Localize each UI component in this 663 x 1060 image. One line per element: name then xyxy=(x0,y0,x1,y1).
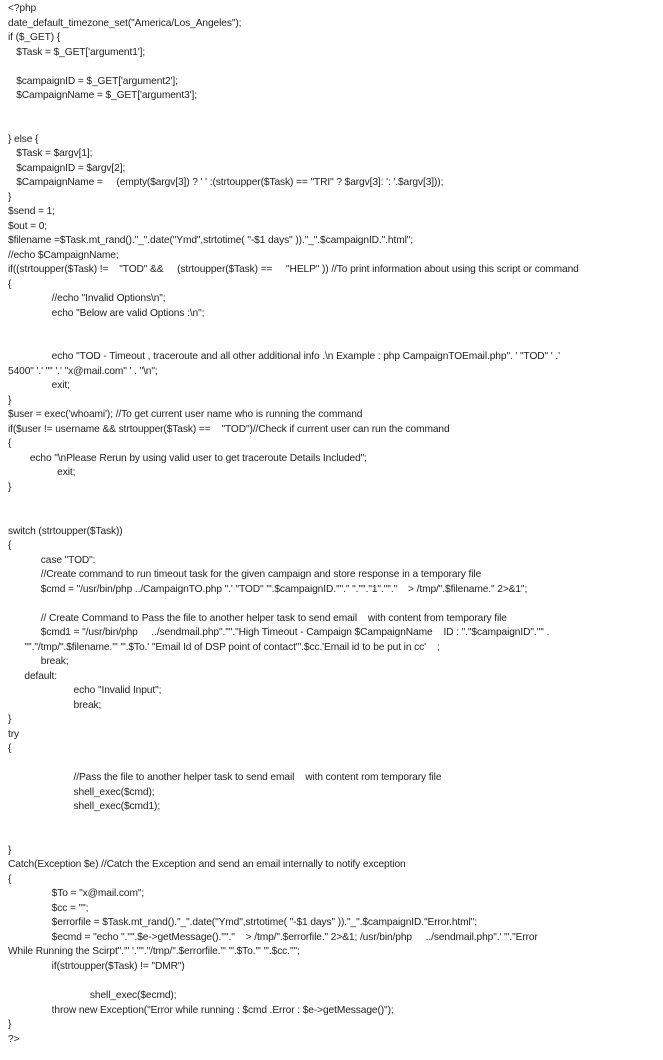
code-line: if((strtoupper($Task) != "TOD" && (strtoupper($Task) == "HELP" )) //To print information about using this script or command xyxy=(8,264,579,276)
code-line: date_default_timezone_set("America/Los_Angeles"); xyxy=(8,17,242,29)
code-line: echo "Below are valid Options :\n"; xyxy=(8,307,205,319)
code-line: $campaignID = $argv[2]; xyxy=(8,162,126,174)
code-line: echo "TOD - Timeout , traceroute and all other additional info .\n Example : php CampaignTOEmail.php". ' "TOD" ' .' xyxy=(8,351,560,363)
code-line: '"'."/tmp/".$filename.'" '".$To.' "Email Id of DSP point of contact"'.$cc.'Email id to be put in cc' ; xyxy=(8,641,440,653)
code-line: $CampaignName = $_GET['argument3']; xyxy=(8,90,197,102)
code-line: $filename =$Task.mt_rand()."_".date("Ymd",strtotime( "-$1 days" ))."_".$campaignID.".html"; xyxy=(8,235,414,247)
code-line: } xyxy=(8,191,12,203)
code-line: { xyxy=(8,438,12,450)
code-line: //echo "Invalid Options\n"; xyxy=(8,293,166,305)
code-line: <?php xyxy=(8,3,37,14)
code-line: Catch(Exception $e) //Catch the Exception and send an email internally to notify exception xyxy=(8,859,406,871)
code-line: case "TOD": xyxy=(8,554,96,566)
code-line: $cc = ""; xyxy=(8,902,89,914)
code-line: 5400" '.' "" '.' "x@mail.com" ' . "\n"; xyxy=(8,365,158,377)
code-line: if(strtoupper($Task) != "DMR") xyxy=(8,960,185,972)
code-line: // Create Command to Pass the file to another helper task to send email with content from temporary file xyxy=(8,612,507,624)
code-line: } xyxy=(8,714,12,726)
code-line: { xyxy=(8,540,12,551)
code-line: shell_exec($cmd1); xyxy=(8,801,161,813)
code-line: //Create command to run timeout task for the given campaign and store response in a temporary file xyxy=(8,569,482,580)
code-line: $cmd1 = "/usr/bin/php ../sendmail.php".'"'."High Timeout - Campaign $CampaignName ID : "."$campaignID".'"' . xyxy=(8,627,550,639)
code-line: $errorfile = $Task.mt_rand()."_".date("Ymd",strtotime( "-$1 days" ))."_".$campaignID."Error.html"; xyxy=(8,917,477,929)
code-line: $send = 1; xyxy=(8,206,55,218)
code-line: exit; xyxy=(8,467,76,479)
code-line: try xyxy=(8,728,20,740)
code-line: if ($_GET) { xyxy=(8,32,61,43)
code-line: $ecmd = "echo ".'"'.$e->getMessage().'"'." > /tmp/".$errorfile." 2>&1; /usr/bin/php ../sendmail.php".' "'."Error xyxy=(8,931,538,943)
code-line: ?> xyxy=(8,1033,20,1045)
code-line: $cmd = "/usr/bin/php ../CampaignTO.php ".' "TOD" '".$campaignID.'"'." ".'"'."1".'"'." > /tmp/".$filename." 2>&1"; xyxy=(8,583,528,595)
code-line: } xyxy=(8,394,12,406)
code-line: } xyxy=(8,482,12,493)
code-line: $To = "x@mail.com"; xyxy=(8,888,145,900)
code-line: } else { xyxy=(8,133,39,145)
code-line: { xyxy=(8,278,12,290)
code-line: { xyxy=(8,743,12,755)
code-line: switch (strtoupper($Task)) xyxy=(8,525,123,537)
code-line: $Task = $argv[1]; xyxy=(8,148,93,160)
code-line: $CampaignName = (empty($argv[3]) ? ' ' :(strtoupper($Task) == "TRI" ? $argv[3]: ': '.$argv[3])); xyxy=(8,177,444,189)
code-line: $campaignID = $_GET['argument2']; xyxy=(8,75,178,87)
code-line: break; xyxy=(8,656,69,668)
code-line: While Running the Scirpt".'" '.'"'."/tmp/".$errorfile.'" '".$To.'" '".$cc.'"'; xyxy=(8,946,300,958)
code-line: shell_exec($cmd); xyxy=(8,786,155,798)
code-line: $out = 0; xyxy=(8,220,48,232)
code-line: echo "Invalid Input"; xyxy=(8,685,162,697)
code-line: echo "\nPlease Rerun by using valid user to get traceroute Details Included"; xyxy=(8,452,367,464)
code-line: exit; xyxy=(8,380,70,392)
code-line: $Task = $_GET['argument1']; xyxy=(8,46,146,58)
code-line: throw new Exception("Error while running : $cmd .Error : $e->getMessage()"); xyxy=(8,1004,394,1016)
code-line: $user = exec('whoami'); //To get current user name who is running the command xyxy=(8,409,363,421)
code-line: //Pass the file to another helper task to send email with content rom temporary file xyxy=(8,772,442,784)
code-line: } xyxy=(8,1019,12,1030)
code-line: default: xyxy=(8,670,58,682)
code-line: } xyxy=(8,844,12,856)
code-line: if($user != username && strtoupper($Task) == "TOD")//Check if current user can run the command xyxy=(8,423,450,435)
code-line: shell_exec($ecmd); xyxy=(8,989,177,1001)
code-line: //echo $CampaignName; xyxy=(8,249,119,261)
code-line: break; xyxy=(8,699,102,711)
code-line: { xyxy=(8,873,12,885)
